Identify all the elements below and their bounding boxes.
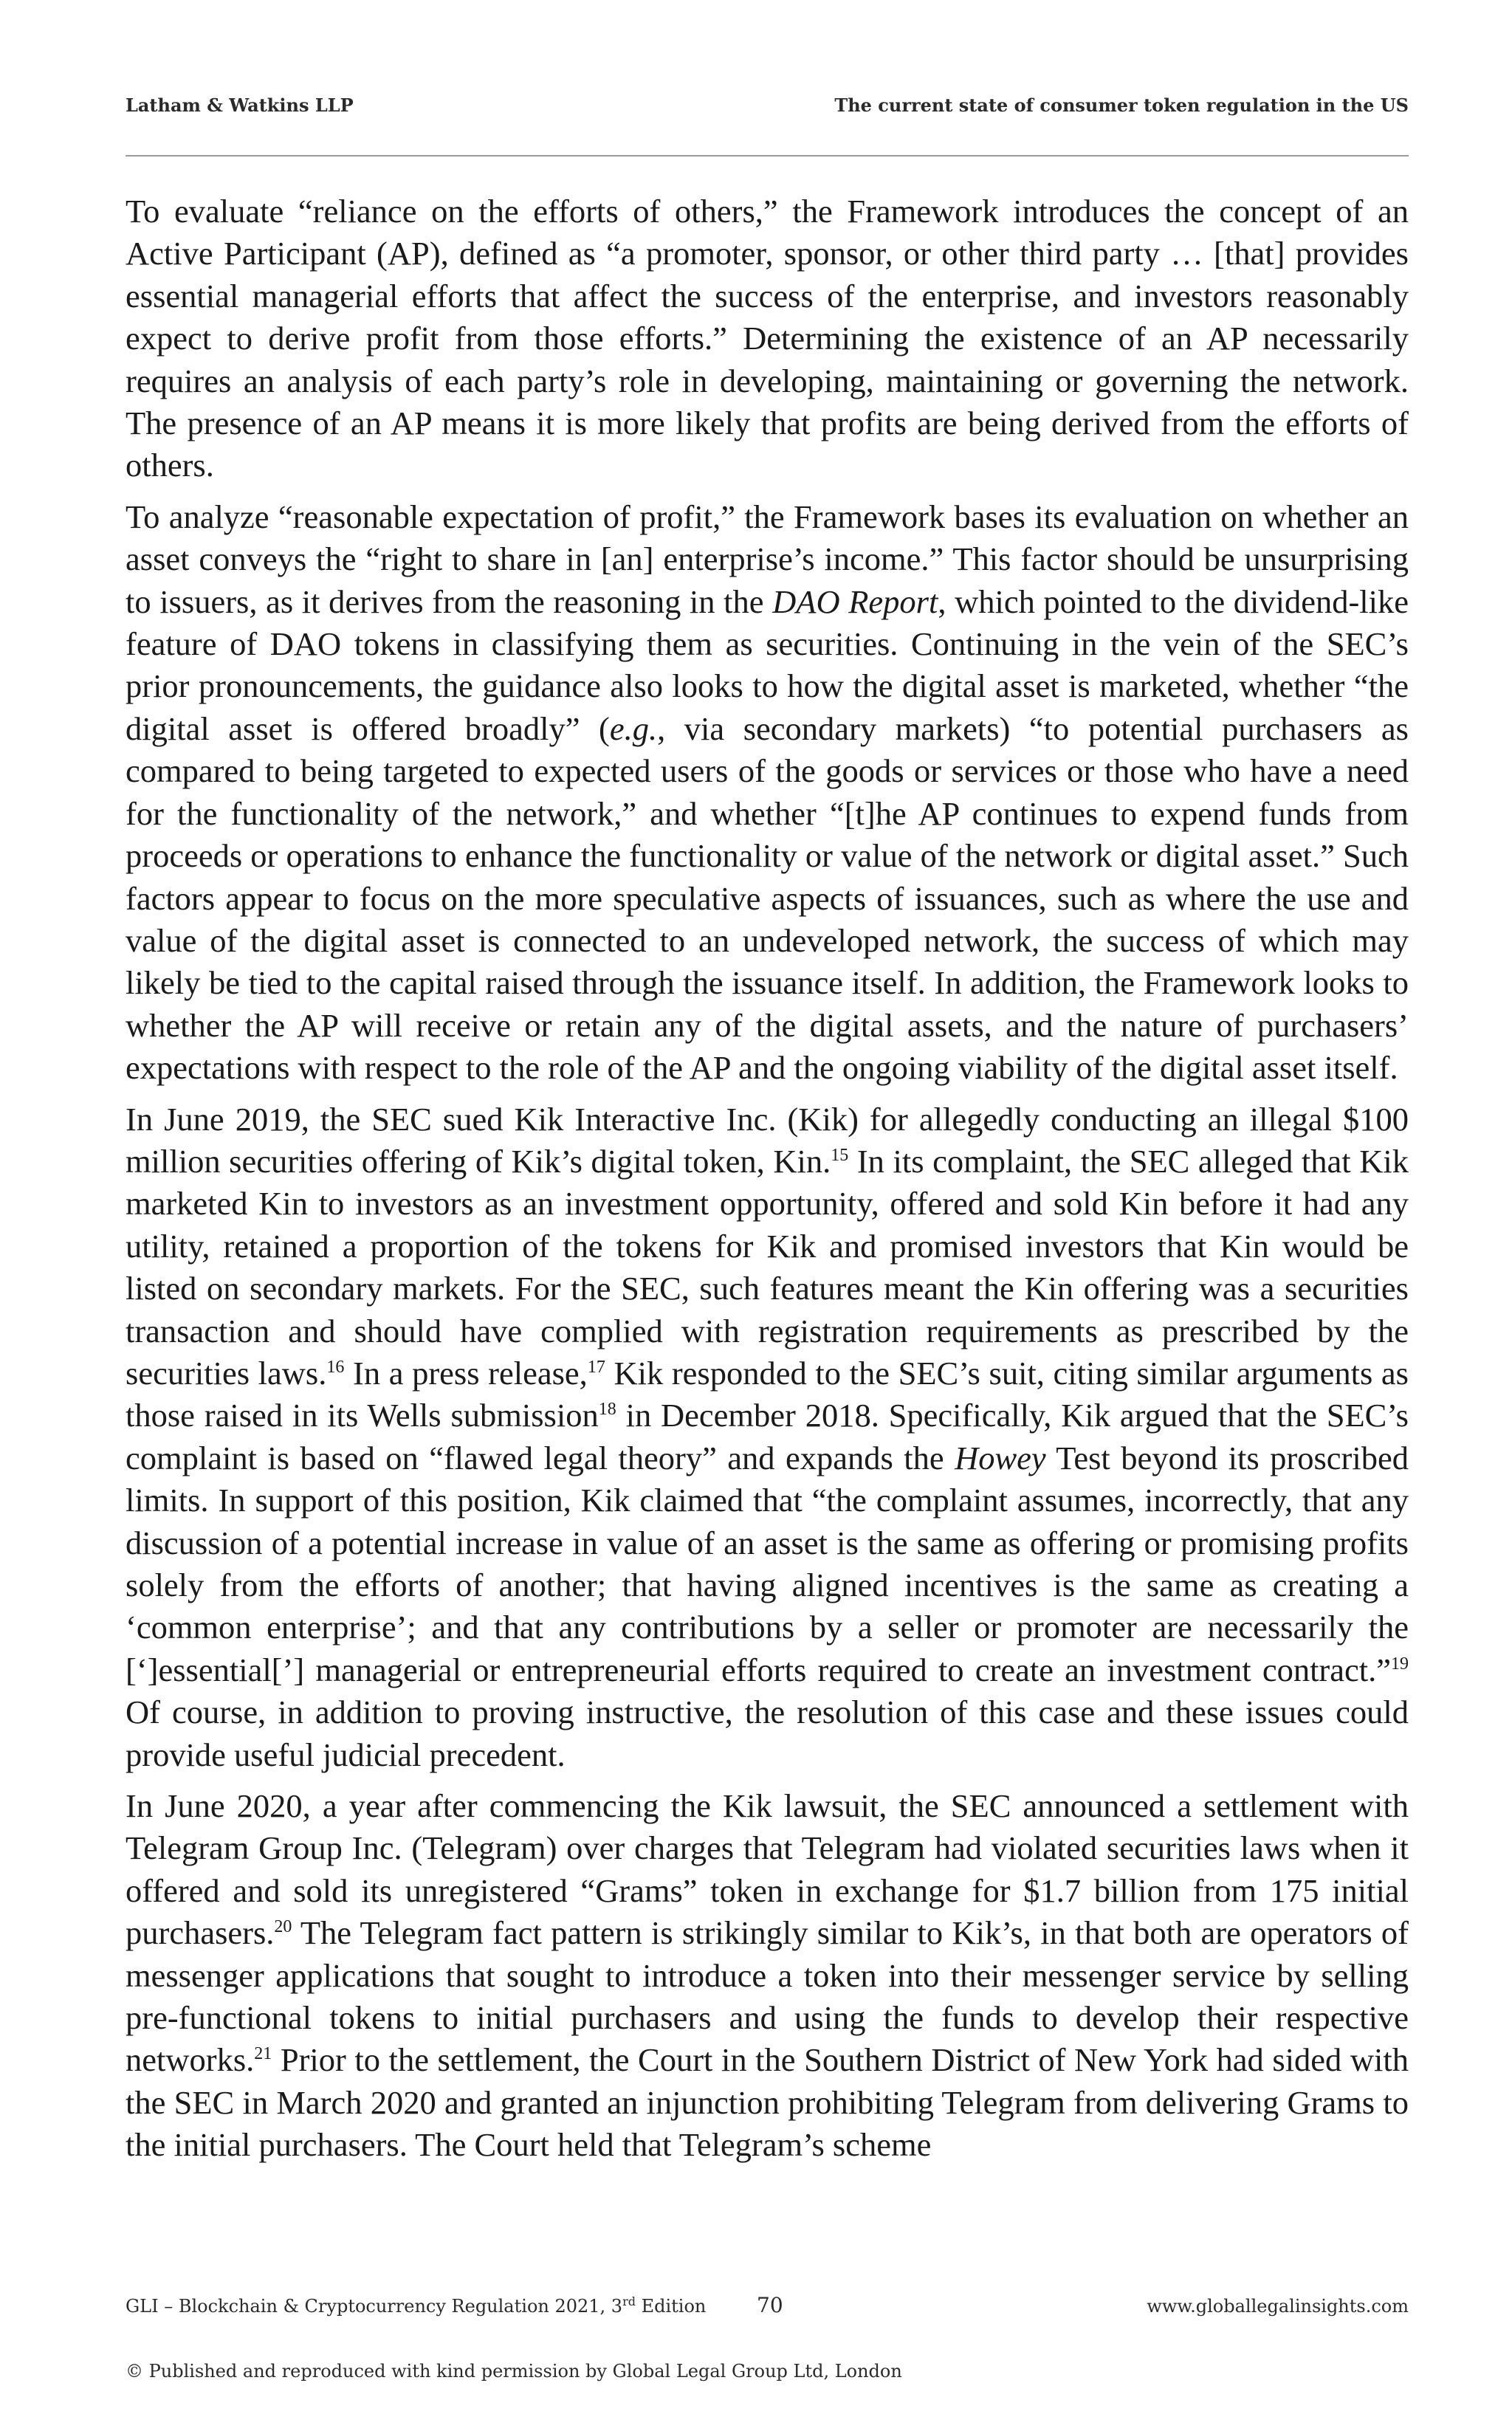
text-span: In June 2019, the SEC sued Kik Interactive Inc. (Kik) for allegedly conducting an illegal $100 million securities offering of Kik’s digital token, Kin. [126,1100,1409,1180]
footnote-ref-19[interactable]: 19 [1391,1654,1409,1674]
text-span: Of course, in addition to proving instructive, the resolution of this case and these issues could provide useful judicial precedent. [126,1694,1409,1773]
footnote-ref-18[interactable]: 18 [598,1400,616,1420]
dao-report-citation: DAO Report [772,582,938,620]
text-span: Test beyond its proscribed limits. In support of this position, Kik claimed that “the complaint assumes, incorrectly, that any discussion of a potential increase in value of an asset is the same as offering or promising profits solely from the efforts of another; that having aligned incentives is the same as creating a ‘common enterprise’; and that any contributions by a seller or promoter are necessarily the [‘]essential[’] managerial or entrepreneurial efforts required to create an investment contract.” [126,1439,1409,1688]
article-body [126,190,1409,2176]
eg-abbreviation: e.g. [609,709,658,747]
running-header [126,94,1409,124]
text-span: , which pointed to the dividend-like feature of DAO tokens in classifying them as securities. Continuing in the vein of the SEC’s prior pronouncements, the guidance also looks to how the digital asset is marketed, whether “the digital asset is offered broadly” ( [126,582,1409,747]
paragraph-expectation-of-profit [126,496,1409,1090]
text-span: Prior to the settlement, the Court in the Southern District of New York had sided with the SEC in March 2020 and granted an injunction prohibiting Telegram from delivering Grams to the initial purchasers. The Court held that Telegram’s scheme [126,2041,1409,2164]
text-span: In its complaint, the SEC alleged that Kik marketed Kin to investors as an investment opportunity, offered and sold Kin before it had any utility, retained a proportion of the tokens for Kik and promised investors that Kin would be listed on secondary markets. For the SEC, such features meant the Kin offering was a securities transaction and should have complied with registration requirements as prescribed by the securities laws. [126,1142,1409,1392]
paragraph-telegram-settlement [126,1785,1409,2167]
howey-case-name: Howey [955,1439,1046,1476]
footer-edition-text: Edition [635,2296,707,2317]
header-chapter-title: The current state of consumer token regulation in the US [834,94,1409,116]
header-divider [126,155,1409,157]
copyright-notice: © Published and reproduced with kind permission by Global Legal Group Ltd, London [126,2361,902,2382]
header-firm-name: Latham & Watkins LLP [126,94,354,116]
text-span: In June 2020, a year after commencing the Kik lawsuit, the SEC announced a settlement with Telegram Group Inc. (Telegram) over charges that Telegram had violated securities laws when it offered and sold its unregistered “Grams” token in exchange for $1.7 billion from 175 initial purchasers. [126,1787,1409,1952]
text-span: in December 2018. Specifically, Kik argued that the SEC’s complaint is based on “flawed legal theory” and expands the [126,1397,1409,1476]
footer-publication-text: GLI – Blockchain & Cryptocurrency Regulation 2021, 3 [126,2296,623,2317]
page-number: 70 [757,2293,783,2317]
footnote-ref-20[interactable]: 20 [274,1917,292,1937]
footnote-ref-21[interactable]: 21 [254,2044,272,2064]
text-span: Kik responded to the SEC’s suit, citing similar arguments as those raised in its Wells submission [126,1354,1409,1434]
footnote-ref-16[interactable]: 16 [326,1358,345,1378]
text-span: , via secondary markets) “to potential purchasers as compared to being targeted to expected users of the goods or services or those who have a need for the functionality of the network,” and whether “[t]he AP continues to expend funds from proceeds or operations to enhance the functionality or value of the network or digital asset.” Such factors appear to focus on the more speculative aspects of issuances, such as where the use and value of the digital asset is connected to an undeveloped network, the success of which may likely be tied to the capital raised through the issuance itself. In addition, the Framework looks to whether the AP will receive or retain any of the digital assets, and the nature of purchasers’ expectations with respect to the role of the AP and the ongoing viability of the digital asset itself. [126,709,1409,1087]
paragraph-kik-lawsuit [126,1098,1409,1777]
footnote-ref-15[interactable]: 15 [831,1146,849,1166]
paragraph-active-participant: To evaluate “reliance on the efforts of others,” the Framework introduces the concept of an Active Participant (AP), defined as “a promoter, sponsor, or other third party … [that] provides essential managerial efforts that affect the success of the enterprise, and investors reasonably expect to derive profit from those efforts.” Determining the existence of an AP necessarily requires an analysis of each party’s role in developing, maintaining or governing the network. The presence of an AP means it is more likely that profits are being derived from the efforts of others. [126,193,1409,484]
footer-publication [126,2296,706,2317]
footer-website-link[interactable]: www.globallegalinsights.com [1147,2296,1409,2317]
edition-ordinal: rd [622,2294,636,2308]
footnote-ref-17[interactable]: 17 [587,1358,605,1378]
text-span: In a press release, [344,1354,588,1392]
text-span: The Telegram fact pattern is strikingly similar to Kik’s, in that both are operators of messenger applications that sought to introduce a token into their messenger service by selling pre-functional tokens to initial purchasers and using the funds to develop their respective networks. [126,1914,1409,2079]
text-span: To analyze “reasonable expectation of profit,” the Framework bases its evaluation on whether an asset conveys the “right to share in [an] enterprise’s income.” This factor should be unsurprising to issuers, as it derives from the reasoning in the [126,498,1409,620]
